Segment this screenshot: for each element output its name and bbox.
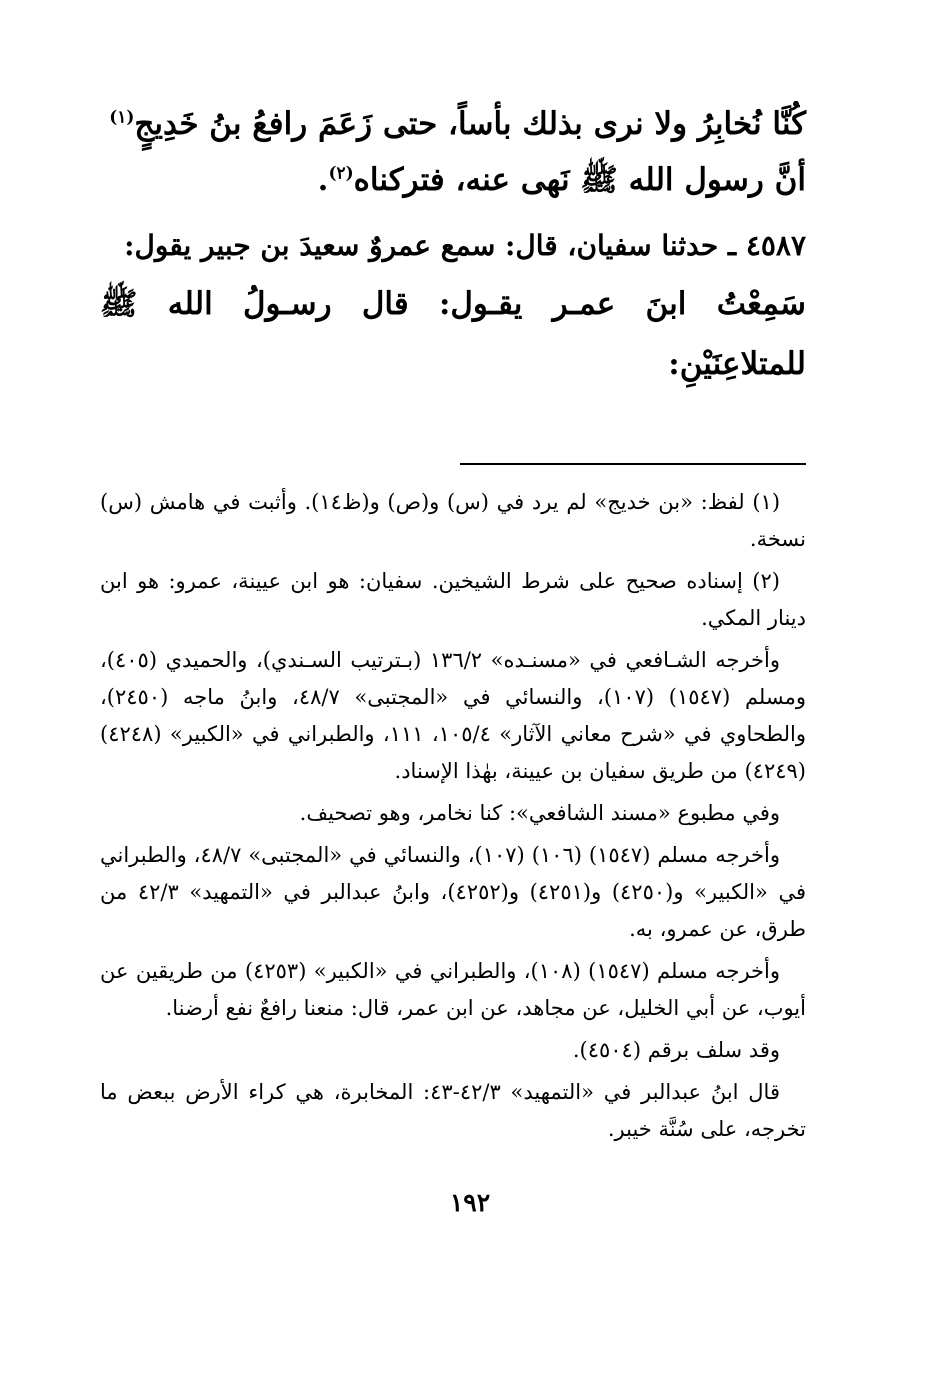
page-number: ١٩٢: [449, 1188, 491, 1217]
hadith-header: ٤٥٨٧ ـ حدثنا سفيان، قال: سمع عمروٌ سعيدَ بن جبير يقول:: [124, 229, 806, 262]
footnote-paragraph: وفي مطبوع «مسند الشافعي»: كنا نخامر، وهو تصحيف.: [299, 801, 780, 825]
page-body: [100, 96, 807, 1141]
footnote-paragraph: وأخرجه مسلم (١٥٤٧) (١٠٨)، والطبراني في «الكبير» (٤٢٥٣) من طريقين عن أيوب، عن أبي الخليل، عن مجاهد، عن ابن عمر، قال: منعنا رافعٌ نفع أرضنا.: [100, 959, 806, 1020]
footnote-2: (٢) إسناده صحيح على شرط الشيخين. سفيان: هو ابن عيينة، عمرو: هو ابن دينار المكي.: [100, 569, 806, 630]
footnote-paragraph: وأخرجه مسلم (١٥٤٧) (١٠٦) (١٠٧)، والنسائي في «المجتبى» ٤٨/٧، والطبراني في «الكبير» و(٤٢٥٠) و(٤٢٥١) و(٤٢٥٢)، وابنُ عبدالبر في «التمهيد» ٤٢/٣ من طرق، عن عمرو، به.: [100, 843, 807, 941]
footnotes: [100, 484, 806, 1153]
main-text-line-2-text: أنَّ رسول الله ﷺ نَهى عنه، فتركناه: [353, 162, 806, 198]
footnote-divider: [460, 463, 806, 465]
footnote-paragraph: وأخرجه الشـافعي في «مسنـده» ١٣٦/٢ (بـترتيب السـندي)، والحميدي (٤٠٥)، ومسلم (١٥٤٧) (١٠٧)، والنسائي في «المجتبى» ٤٨/٧، وابنُ ماجه (٢٤٥٠)، والطحاوي في «شرح معاني الآثار» ١٠٥/٤، ١١١، والطبراني في «الكبير» (٤٢٤٨) (٤٢٤٩) من طريق سفيان بن عيينة، بهٰذا الإسناد.: [100, 648, 807, 783]
footnote-ref-2: (٢): [328, 163, 354, 184]
hadith-text: سَمِعْتُ ابنَ عمـر يقـول: قال رسـولُ الله ﷺ للمتلاعِنَيْنِ:: [100, 286, 806, 382]
main-text-line-2: [100, 152, 806, 208]
footnote-paragraph: قال ابنُ عبدالبر في «التمهيد» ٤٢/٣-٤٣: المخابرة، هي كراء الأرض ببعض ما تخرجه، على سُنَّة خيبر.: [100, 1080, 806, 1141]
main-text-line-1: [100, 96, 806, 152]
main-text-line-2-end: .: [317, 162, 329, 198]
main-text-line-1-text: كُنَّا نُخابِرُ ولا نرى بذلك بأساً، حتى زَعَمَ رافعُ بنُ خَدِيجٍ: [134, 106, 806, 142]
footnote-1: (١) لفظ: «بن خديج» لم يرد في (س) و(ص) و(ظ١٤). وأثبت في هامش (س) نسخة.: [100, 490, 806, 551]
footnote-paragraph: وقد سلف برقم (٤٥٠٤).: [572, 1038, 780, 1062]
footnote-ref-1: (١): [109, 107, 135, 128]
